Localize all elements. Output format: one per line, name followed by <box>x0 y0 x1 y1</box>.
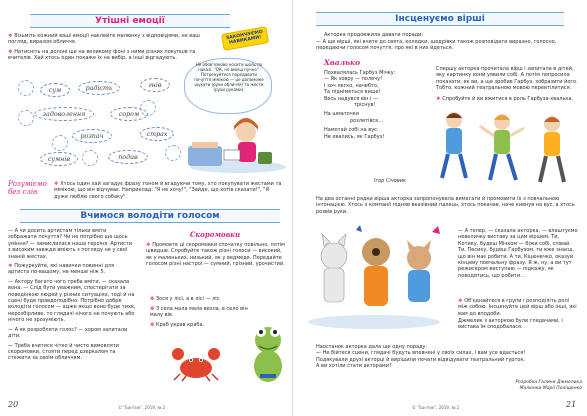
section2-text: ❖ Хтось один хай загадує фразу тоном й вгадуючи тому, хто покупувати жестами та мімікою, що він відчуває. Наприклад: "Я не хочу!", "Зайде, що хотів сказати!", "Я дуже люблю свого собаку". <box>54 181 282 200</box>
circle-icon <box>18 80 34 96</box>
circle-icon <box>52 135 68 151</box>
poem-intro: Акторка продовжила давати поради: <box>324 32 424 38</box>
final-paragraphs <box>316 344 556 370</box>
final-line: А ви хотіли стати акторами? <box>316 363 392 370</box>
emotion-word: сумнів <box>40 152 78 166</box>
girl-reading-illustration <box>178 112 288 174</box>
bullet-icon: ❖ <box>8 33 15 39</box>
bullet-icon: ✤ <box>150 306 156 312</box>
poem-author: Ігор Січовик <box>374 178 407 184</box>
tongue-intro: ❖ Промовте ці скоромовки спочатку повільно, потім швидше. Спробуйте також різні голоси — високий, як у маленьких, низький, як у ведмедя. Передайте голосом різні настрої — сумний, грізний, урочистий. <box>146 242 285 268</box>
right-text: Спершу акторка прочитала вірш і запитала в дітей, яку картинку вони уявили собі. А потім попросила показати, як ви, а ще зробив Гарбуз, зобразити його. Тобто, кожний театральною мовою перевтілитися. <box>436 66 578 92</box>
page-number: 20 <box>8 400 19 409</box>
emotion-word: подив <box>108 150 148 164</box>
crab-illustration <box>168 342 224 382</box>
poem-line: тріснув! <box>354 102 376 109</box>
tongue-line: ✤ Краб украв краба. <box>150 322 205 328</box>
final-line: Подякували друзі акторці й вирішили почати відвідувати театральний гурток. <box>316 356 526 363</box>
poem-line: — Як зовру — полечу! <box>324 76 383 83</box>
praise-title: Утішні емоції <box>95 16 165 26</box>
poem-line: І зоч легко, начебто, <box>324 82 379 89</box>
performers-illustration <box>304 222 454 332</box>
right-page <box>294 0 587 416</box>
voice-title: Вчимося володіти голосом <box>80 211 220 221</box>
emotion-word: сором <box>110 107 148 121</box>
bullet-icon: ❖ <box>436 96 443 102</box>
bullet-icon: ❖ <box>8 263 15 270</box>
frog-illustration <box>246 320 290 386</box>
middle-paragraph: На два останні рядки вірша акторка запропонувала вимагати й промовити їх з повчальною інтонацією. Хтось з компанії підняв вказівний палець, хтось покачав, наче кивнув на вус, а хтось розвів руки. <box>316 196 575 215</box>
poem-lines <box>324 70 424 140</box>
poem-line: Весь надувся він і — <box>324 95 379 102</box>
bullet-icon: ✤ <box>150 322 156 328</box>
emotion-word: розпач <box>72 129 112 143</box>
tip-bubble-text: Не обов'язково носити шоль по наказі: "ОК, не вмієш пучно". Потренуйтеся передавати почуття мімікою — це допоможе шукати (рухи обличчя) та жести (рухи руками). <box>194 62 264 92</box>
tongue-line: ✤ З села мала мала везла, в село він малу вів. <box>150 306 248 319</box>
sticker-badge: ЗАКОНЧУЄМО НАВИКАМИ! <box>221 26 269 51</box>
voice-paragraph: — Актору багато чого треба вміти, — сказала вона. — Слід бути уважним, спостерігати за поведінкою людей у різних ситуаціях, тоді й на сцені буде правдоподібно. Потрібно добре володіти голосом — адже якщо воно буде тихе, нерозбірливе, то глядачі нічого не почують або нічого не зрозуміють. <box>8 278 136 324</box>
tongue-line: ✤ Зося у лісі, а в лісі — ліс. <box>150 296 222 302</box>
lower-after: Джмелик з акторкою були глядачами, і вистава їм сподобалася. <box>458 318 563 331</box>
poem-line: розлетівся… <box>350 117 384 124</box>
poem-line: Та підніметься вище! <box>324 89 381 96</box>
page-footer: © "Бантик", 2019, № 2 <box>118 405 166 410</box>
final-line: Наостанок акторка дала ще одну пораду: <box>316 344 428 350</box>
praise-bullet-1: ❖ Візьміть кожний ваші емоції наклейте малюнку з відповідями, не ваш погляд, виразом обличчя. <box>8 33 200 46</box>
bullet-icon: ❖ <box>458 298 465 304</box>
tongue-title: Скоромовки <box>189 230 241 239</box>
circle-icon <box>82 150 98 166</box>
page-number: 21 <box>566 400 577 409</box>
voice-paragraph: — А чи досить артистам тільки вміти зображати почуття? Чи не потрібно ще щось уміння? — замислилася наша героїня. Артисти з високим завжди вміють з погляду не у свої знаній жестах. <box>8 228 133 260</box>
bullet-icon: ✤ <box>150 296 156 302</box>
kids-acting-illustration <box>432 108 582 188</box>
poem-line: На шматочки <box>324 111 360 118</box>
praise-bullet-2: ❖ Натисніть на долоні ще на великому фоні з ними різних покупців та вчителів. Хай хтось один покаже їх на вибір, а інші відгадують. <box>8 49 196 62</box>
voice-paragraph: — А як розробляти голос? — хором запитали діти. <box>8 326 128 340</box>
final-line: — Не бійтеся сцени, глядачі будуть впевнені у своїх силах, і вам усе вдасться! <box>316 350 526 357</box>
poem-title: Хвалько <box>324 58 361 67</box>
poem-line: Не хвались, як Гарбуз! <box>324 133 385 140</box>
page-footer: © "Бантик", 2019, № 2 <box>412 405 460 410</box>
bullet-icon: ❖ <box>8 49 15 55</box>
credits: Розробка Галини Джмелика Малюнки Марії Поліщенко <box>515 380 582 391</box>
bullet-icon: ❖ <box>54 181 61 187</box>
emotion-word: страх <box>140 127 174 141</box>
circle-icon <box>18 110 34 126</box>
emotion-word: гнів <box>140 78 170 92</box>
lower-paragraph: — А тепер, — сказала акторка, — влаштуємо невеличку виставу за цим віршем. Ти, Котику, будеш Мічком — біжи собі, співай. Ти, Песику, будеш Гарбузом, ти вже знаєш, що він має робити. А ти, Кіцюнечко, оказуй кінцеву повчальну фразу. Я ж, ну, а ви тут режисером виступаю — підкажу, як поводитись, що робити… <box>458 228 578 279</box>
right-bullet: ❖ Спробуйте й ви вжитися в роль Гарбуза-хвалька. <box>436 96 574 102</box>
lower-bullet: ❖ Об'єднайтеся в групи і розподіліть ролі між собою. Інсценуйте цей вірш або інші, які вам до вподоби. <box>458 298 577 317</box>
voice-paragraph: — Треба вчитися чітко й чисто вимовляти скоромовки, стояти перед дзеркалом та стежити за своїм обличчям. <box>8 342 119 362</box>
voice-column <box>8 228 136 362</box>
emotion-word: сум <box>40 83 70 97</box>
poem-intro-2: — А ще вірші, які вчите до свята, колядки, щедрівки також розповідати виразно, голосно, передаючи голосом почуття, про які в них йдеться. <box>316 39 557 52</box>
poem-section-title: Інсценуємо вірші <box>395 14 485 24</box>
poem-line: Намотай собі на вус: <box>324 127 379 134</box>
section2-title: Розуміємо без слів <box>8 180 47 196</box>
poem-line: Похвалялась Гарбуз Мічку: <box>324 70 396 76</box>
emotion-word: радість <box>78 81 120 95</box>
emotion-word: задоволення <box>34 107 94 121</box>
voice-paragraph: ❖ Пожуркуйте, які навички повинні для артиста по-вашому, не менше ніж 5. <box>8 263 115 276</box>
bullet-icon: ❖ <box>146 242 153 248</box>
